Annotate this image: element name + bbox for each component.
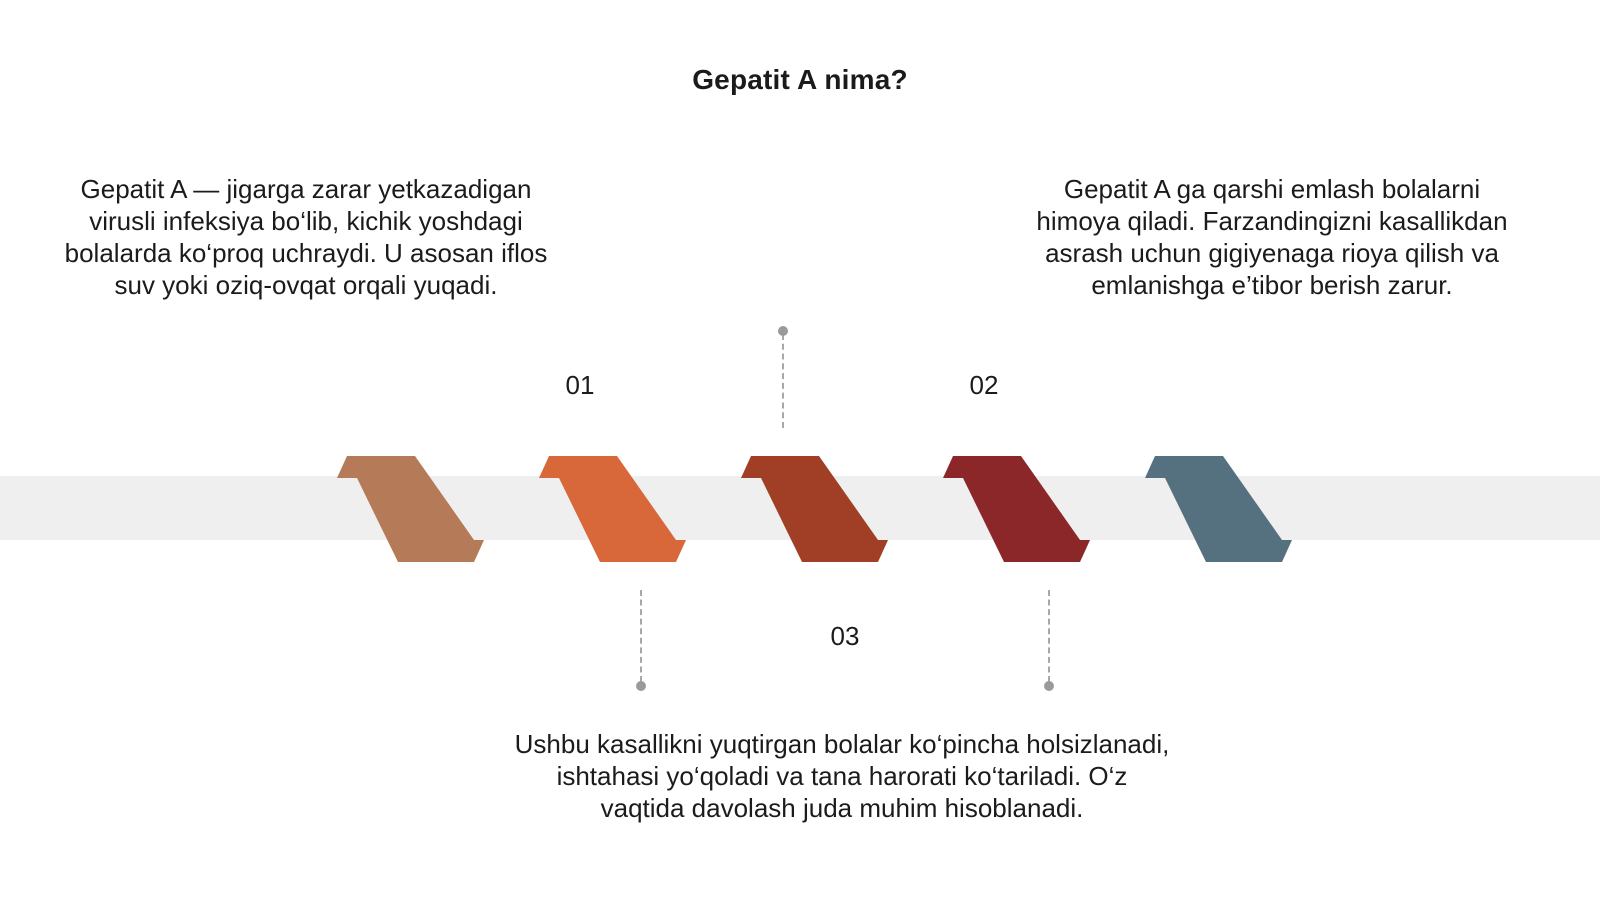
chevron-5 (1145, 456, 1292, 562)
text-block-left: Gepatit A — jigarga zarar yetkazadigan virusli infeksiya bo‘lib, kichik yoshdagi bolalarda ko‘proq uchraydi. U asosan iflos suv yoki oziq-ovqat orqali yuqadi. (64, 174, 548, 300)
step-number-03: 03 (830, 621, 860, 651)
connector-dot-bottom-right (1044, 681, 1054, 691)
chevron-2 (539, 456, 686, 562)
connector-dot-top (778, 326, 788, 336)
step-number-01: 01 (565, 370, 595, 400)
connector-dot-bottom-left (636, 681, 646, 691)
step-number-02: 02 (969, 370, 999, 400)
chevron-4 (943, 456, 1090, 562)
chevron-3 (741, 456, 888, 562)
connector-line-top (782, 334, 784, 428)
chevron-1 (337, 456, 484, 562)
connector-line-bottom-right (1048, 590, 1050, 682)
slide-title: Gepatit A nima? (692, 64, 908, 95)
text-block-bottom: Ushbu kasallikni yuqtirgan bolalar ko‘pincha holsizlanadi, ishtahasi yo‘qoladi va tana harorati ko‘tariladi. O‘z vaqtida davolash juda muhim hisoblanadi. (514, 729, 1170, 823)
connector-line-bottom-left (640, 590, 642, 682)
text-block-right: Gepatit A ga qarshi emlash bolalarni himoya qiladi. Farzandingizni kasallikdan asrash uchun gigiyenaga rioya qilish va emlanishga e’tibor berish zarur. (1036, 174, 1508, 300)
